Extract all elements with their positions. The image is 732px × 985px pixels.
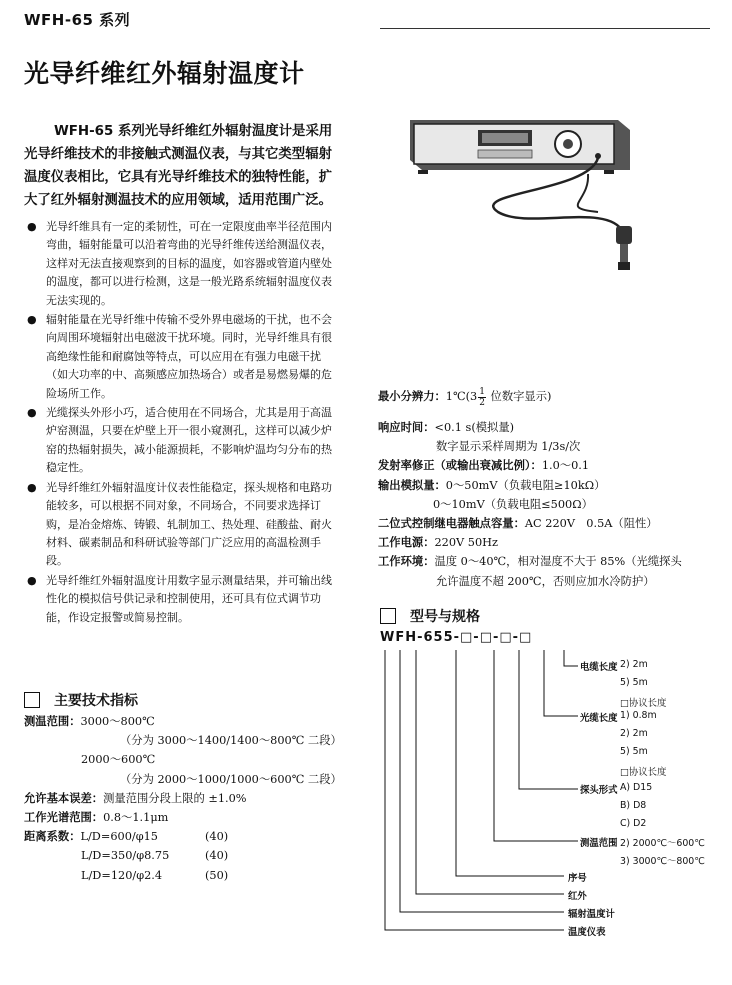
- feature-text: 光导纤维红外辐射温度计用数字显示测量结果，并可输出线性化的模拟信号供记录和控制使用，还可具有位式调节功能，作设定报警或简易控制。: [46, 573, 332, 624]
- leader-range: [494, 650, 578, 841]
- intro-paragraph: [24, 120, 340, 212]
- feature-list: [24, 218, 342, 628]
- leader-infrared: [416, 650, 564, 894]
- cable-option: 5) 5m: [620, 677, 648, 688]
- probe-option: C) D2: [620, 818, 647, 829]
- env-value: 温度 0～40℃，相对湿度不大于 85%（光缆探头: [434, 555, 682, 569]
- error-label: 允许基本误差：: [24, 790, 104, 805]
- model-diagram: [378, 640, 728, 940]
- probe-tip: [618, 262, 630, 270]
- specs-heading: [24, 690, 138, 710]
- emissivity-value: 1.0～0.1: [541, 459, 590, 473]
- feature-text: 光缆探头外形小巧，适合使用在不同场合，尤其是用于高温炉窑测温，只要在炉壁上开一很小窥测孔，这样可以减少炉窑的热辐射损失，减小能源损耗，不影响炉温均匀分布的热稳定性。: [46, 406, 332, 475]
- feature-item: [24, 218, 342, 310]
- emissivity-label: 发射率修正（或输出衰减比例）：: [378, 458, 542, 473]
- response-sub: 数字显示采样周期为 1/3s/次: [436, 440, 581, 454]
- fiber-option: 5) 5m: [620, 746, 648, 757]
- specs-heading-text: 主要技术指标: [54, 693, 138, 709]
- model-leader-lines: [385, 650, 578, 930]
- leader-fiber: [544, 650, 578, 716]
- range-option: 2) 2000℃～600℃: [620, 838, 705, 849]
- analog-label: 输出模拟量：: [378, 477, 446, 492]
- bullet-icon: ●: [27, 313, 37, 327]
- series-label: WFH-65 系列: [24, 11, 131, 29]
- range-sub-1: （分为 3000～1400/1400～800℃ 二段）: [120, 734, 342, 748]
- bullet-icon: ●: [27, 480, 37, 494]
- fraction-numerator: 1: [479, 386, 485, 397]
- feature-text: 光导纤维红外辐射温度计仪表性能稳定，探头规格和电路功能较多，可以根据不同对象，不同场合，不同要求选择订购，是冶金熔炼、铸锻、轧制加工、热处理、硅酸盐、耐火材料、碳素制品和科研试验等部门广泛应用的高温检测手段。: [46, 480, 332, 568]
- distance-ratio: L/D=120/φ2.4: [81, 868, 163, 882]
- product-photo: [408, 112, 658, 282]
- bullet-icon: ●: [27, 573, 37, 587]
- page-title: 光导纤维红外辐射温度计: [24, 59, 305, 88]
- resolution-pre: 1℃(3: [445, 390, 478, 403]
- fraction: [478, 387, 486, 408]
- right-specs-block: [378, 382, 724, 591]
- feature-item: [24, 404, 342, 478]
- env-label: 工作环境：: [378, 554, 435, 569]
- bullet-icon: ●: [27, 406, 37, 420]
- resolution-post: 位数字显示): [486, 390, 552, 403]
- fiber-option: □协议长度: [620, 767, 667, 778]
- leader-probe: [519, 650, 578, 789]
- distance-label: 距离系数：: [24, 829, 81, 844]
- model-heading-text: 型号与规格: [410, 609, 480, 625]
- probe-head: [616, 226, 632, 244]
- dial-center: [563, 139, 573, 149]
- instrument-foot: [604, 170, 614, 174]
- model-code: WFH-655-□-□-□-□: [380, 630, 533, 645]
- fiber-option: 1) 0.8m: [620, 710, 657, 721]
- env-sub: 允许温度不超 200℃，否则应加水冷防护）: [436, 574, 655, 588]
- distance-code: (50): [205, 868, 229, 882]
- power-cable: [578, 174, 598, 212]
- analog-value-2: 0～10mV（负载电阻≤500Ω）: [433, 497, 593, 511]
- section-box-icon: [380, 608, 396, 624]
- infrared-label: 红外: [568, 891, 587, 902]
- section-box-icon: [24, 692, 40, 708]
- range-label: 测温范围：: [24, 714, 81, 728]
- header-rule: [380, 28, 710, 29]
- leader-radiation: [400, 650, 564, 912]
- spectrum-label: 工作光谱范围：: [24, 809, 104, 824]
- power-value: 220V 50Hz: [434, 536, 498, 550]
- instrument-label: 温度仪表: [568, 927, 606, 938]
- range-sub-2: （分为 2000～1000/1000～600℃ 二段）: [120, 772, 342, 786]
- cable-option: 2) 2m: [620, 659, 648, 670]
- radiation-label: 辐射温度计: [568, 909, 615, 920]
- range-code-label: 测温范围: [580, 838, 618, 849]
- spectrum-value: 0.8～1.1μm: [103, 810, 169, 824]
- error-value: 测量范围分段上限的 ±1.0%: [103, 791, 247, 805]
- fiber-length-label: 光缆长度: [580, 713, 618, 724]
- feature-item: [24, 311, 342, 403]
- serial-label: 序号: [568, 873, 587, 884]
- feature-text: 辐射能量在光导纤维中传输不受外界电磁场的干扰，也不会向周围环境辐射出电磁波干扰环境。同时，光导纤维具有很高绝缘性能和耐腐蚀等特点，可以应用在有强力电磁干扰（如大功率的中、高频感应加热场合）或者是易燃易爆的危险场所工作。: [46, 313, 332, 400]
- display-digits: [482, 133, 528, 143]
- distance-code: (40): [205, 830, 229, 844]
- cable-length-label: 电缆长度: [580, 662, 618, 673]
- relay-value: AC 220V 0.5A（阻性）: [524, 517, 658, 531]
- range-value-2: 2000～600℃: [81, 753, 156, 767]
- analog-value-1: 0～50mV（负载电阻≥10kΩ）: [445, 478, 606, 492]
- distance-ratio: L/D=350/φ8.75: [81, 849, 170, 863]
- cable-option: □协议长度: [620, 698, 667, 709]
- leader-cable: [564, 650, 578, 666]
- fraction-denominator: 2: [479, 397, 485, 408]
- probe-option: B) D8: [620, 800, 647, 811]
- response-value: <0.1 s(模拟量): [434, 421, 515, 434]
- relay-label: 二位式控制继电器触点容量：: [378, 516, 525, 531]
- leader-instrument: [385, 650, 564, 930]
- range-option: 3) 3000℃～800℃: [620, 856, 705, 867]
- distance-ratio: L/D=600/φ15: [80, 830, 158, 844]
- range-value-1: 3000～800℃: [80, 715, 155, 728]
- response-label: 响应时间：: [378, 420, 435, 434]
- distance-code: (40): [205, 849, 229, 863]
- probe-form-label: 探头形式: [580, 785, 618, 796]
- probe-body: [620, 244, 628, 264]
- resolution-label: 最小分辨力：: [378, 389, 446, 403]
- bullet-icon: ●: [27, 220, 37, 233]
- model-heading: [380, 606, 480, 626]
- feature-item: [24, 572, 342, 627]
- fiber-option: 2) 2m: [620, 728, 648, 739]
- specs-block: [24, 712, 364, 885]
- leader-serial: [456, 650, 564, 876]
- power-label: 工作电源：: [378, 535, 435, 550]
- feature-item: [24, 479, 342, 571]
- instrument-foot: [418, 170, 428, 174]
- key-row: [478, 150, 532, 158]
- feature-text: 光导纤维具有一定的柔韧性，可在一定限度曲率半径范围内弯曲，辐射能量可以沿着弯曲的光导纤维传送给测温仪表，这样对无法直接观察到的目标的温度，如容器或管道内壁处的温度，都可以进行检测，这是一般光路系统辐射温度仪表无法实现的。: [46, 220, 332, 307]
- intro-text: WFH-65 系列光导纤维红外辐射温度计是采用光导纤维技术的非接触式测温仪表，与其它类型辐射温度仪表相比，它具有光导纤维技术的独特性能，扩大了红外辐射测温技术的应用领域，适用范围广泛。: [24, 124, 333, 208]
- probe-option: A) D15: [620, 782, 653, 793]
